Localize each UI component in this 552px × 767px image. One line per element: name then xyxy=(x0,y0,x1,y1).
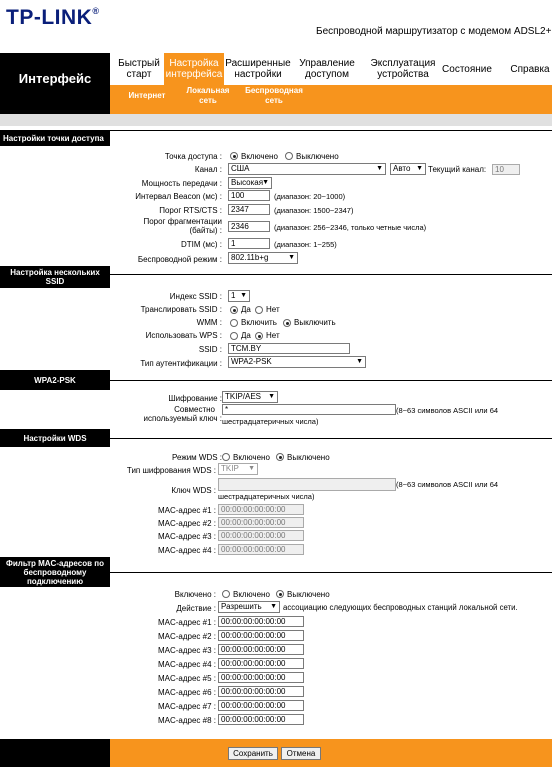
wds-off-label: Выключено xyxy=(287,453,330,462)
wds-mac4-label: MAC-адрес #4 : xyxy=(157,546,216,555)
ssid-input[interactable]: TCM.BY xyxy=(228,343,350,354)
wireless-mode-label: Беспроводной режим : xyxy=(137,255,222,264)
wmm-off-radio[interactable] xyxy=(283,319,291,327)
wireless-mode-select[interactable] xyxy=(228,252,298,264)
footer-left-cell xyxy=(0,739,110,767)
section-multi-ssid: Настройка нескольких SSID xyxy=(0,266,110,288)
beacon-label: Интервал Beacon (мс) : xyxy=(135,192,222,201)
chevron-down-icon: ▼ xyxy=(416,165,423,172)
mac3-input[interactable]: 00:00:00:00:00:00 xyxy=(218,644,304,655)
mac1-label: MAC-адрес #1 : xyxy=(157,618,216,627)
encryption-select[interactable] xyxy=(222,391,278,403)
section-divider xyxy=(110,380,552,381)
mac-filter-on-label: Включено xyxy=(233,590,270,599)
mac5-input[interactable]: 00:00:00:00:00:00 xyxy=(218,672,304,683)
psk-label-line1: Совместно xyxy=(174,405,215,414)
wds-mac3-input[interactable]: 00:00:00:00:00:00 xyxy=(218,530,304,541)
channel-mode-select[interactable] xyxy=(390,163,426,175)
broadcast-no-label: Нет xyxy=(266,305,280,314)
mac2-input[interactable]: 00:00:00:00:00:00 xyxy=(218,630,304,641)
wds-off-radio[interactable] xyxy=(276,453,284,461)
section-wpa2-psk: WPA2-PSK xyxy=(0,370,110,390)
broadcast-yes-radio[interactable] xyxy=(230,306,238,314)
psk-note-line2: шестрадцатеричных числа) xyxy=(222,417,319,426)
current-channel-field: 10 xyxy=(492,164,520,175)
ssid-index-value: 1 xyxy=(231,291,236,300)
dtim-note: (диапазон: 1~255) xyxy=(274,240,337,249)
rts-label: Порог RTS/CTS : xyxy=(159,206,222,215)
wds-key-note-line2: шестрадцатеричных числа) xyxy=(218,492,315,501)
current-channel-label: Текущий канал: xyxy=(428,165,487,174)
ap-off-radio[interactable] xyxy=(285,152,293,160)
channel-country-select[interactable] xyxy=(228,163,386,175)
nav-maintenance[interactable]: Эксплуатация устройства xyxy=(370,58,436,80)
mac-filter-off-label: Выключено xyxy=(287,590,330,599)
channel-country-value: США xyxy=(231,164,250,173)
chevron-down-icon: ▼ xyxy=(356,358,363,365)
wmm-off-label: Выключить xyxy=(294,318,336,327)
psk-label-line2: используемый ключ : xyxy=(143,414,222,423)
wmm-on-radio[interactable] xyxy=(230,319,238,327)
wds-enc-value: TKIP xyxy=(221,464,239,473)
logo-registered-mark: ® xyxy=(92,6,100,16)
page-title: Интерфейс xyxy=(0,53,110,114)
wmm-label: WMM : xyxy=(196,318,222,327)
wds-mac2-label: MAC-адрес #2 : xyxy=(157,519,216,528)
chevron-down-icon: ▼ xyxy=(376,165,383,172)
wds-on-radio[interactable] xyxy=(222,453,230,461)
tx-power-label: Мощность передачи : xyxy=(141,179,222,188)
cancel-button[interactable]: Отмена xyxy=(281,747,321,760)
ssid-index-select[interactable] xyxy=(228,290,250,302)
frag-label-line2: (байты) : xyxy=(189,226,222,235)
ssid-label: SSID : xyxy=(198,345,222,354)
auth-type-value: WPA2-PSK xyxy=(231,357,272,366)
auth-type-select[interactable] xyxy=(228,356,366,368)
section-mac-filter: Фильтр MAC-адресов по беспроводному подключению xyxy=(0,557,110,587)
frag-label-line1: Порог фрагментации xyxy=(143,217,222,226)
subnav-wireless[interactable]: Беспроводная сеть xyxy=(245,86,303,105)
mac-filter-enabled-label: Включено : xyxy=(174,590,216,599)
mac-action-label: Действие : xyxy=(176,604,216,613)
save-button[interactable]: Сохранить xyxy=(228,747,278,760)
model-title: Беспроводной маршрутизатор с модемом ADSL2+ xyxy=(316,26,552,37)
nav-quick-start[interactable]: Быстрый старт xyxy=(118,58,160,80)
encryption-value: TKIP/AES xyxy=(225,392,262,401)
section-divider xyxy=(110,130,552,131)
mac7-input[interactable]: 00:00:00:00:00:00 xyxy=(218,700,304,711)
wds-key-note-line1: (8~63 символов ASCII или 64 xyxy=(396,480,499,489)
wds-mac3-label: MAC-адрес #3 : xyxy=(157,532,216,541)
mac-filter-off-radio[interactable] xyxy=(276,590,284,598)
nav-status[interactable]: Состояние xyxy=(442,63,492,75)
broadcast-ssid-label: Транслировать SSID : xyxy=(140,305,222,314)
ap-label: Точка доступа : xyxy=(164,152,222,161)
mac-action-select[interactable] xyxy=(218,601,280,613)
tp-link-logo xyxy=(6,6,99,30)
mac8-input[interactable]: 00:00:00:00:00:00 xyxy=(218,714,304,725)
mac-action-note: ассоциацию следующих беспроводных станций локальной сети. xyxy=(283,603,518,612)
mac1-input[interactable]: 00:00:00:00:00:00 xyxy=(218,616,304,627)
tx-power-select[interactable] xyxy=(228,177,272,189)
section-divider xyxy=(110,572,552,573)
mac5-label: MAC-адрес #5 : xyxy=(157,674,216,683)
dtim-label: DTIM (мс) : xyxy=(180,240,222,249)
wds-mode-label: Режим WDS : xyxy=(172,453,222,462)
nav-help[interactable]: Справка xyxy=(510,63,550,75)
mac-filter-on-radio[interactable] xyxy=(222,590,230,598)
wds-enc-label: Тип шифрования WDS : xyxy=(126,466,216,475)
chevron-down-icon: ▼ xyxy=(262,179,269,186)
ssid-index-label: Индекс SSID : xyxy=(169,292,222,301)
mac-action-value: Разрешить xyxy=(221,602,262,611)
rts-input[interactable]: 2347 xyxy=(228,204,270,215)
wps-no-radio[interactable] xyxy=(255,332,263,340)
frag-note: (диапазон: 256~2346, только четные числа) xyxy=(274,223,427,232)
subnav-bar xyxy=(110,85,552,114)
mac4-input[interactable]: 00:00:00:00:00:00 xyxy=(218,658,304,669)
chevron-down-icon: ▼ xyxy=(248,465,255,472)
psk-note-line1: (8~63 символов ASCII или 64 xyxy=(396,406,499,415)
subnav-lan[interactable]: Локальная сеть xyxy=(186,86,230,105)
section-access-point: Настройки точки доступа xyxy=(0,130,110,146)
mac6-input[interactable]: 00:00:00:00:00:00 xyxy=(218,686,304,697)
mac2-label: MAC-адрес #2 : xyxy=(157,632,216,641)
wds-on-label: Включено xyxy=(233,453,270,462)
psk-input[interactable]: * xyxy=(222,404,396,415)
dtim-input[interactable]: 1 xyxy=(228,238,270,249)
beacon-input[interactable]: 100 xyxy=(228,190,270,201)
rts-note: (диапазон: 1500~2347) xyxy=(274,206,354,215)
mac3-label: MAC-адрес #3 : xyxy=(157,646,216,655)
section-wds: Настройки WDS xyxy=(0,429,110,447)
divider-bar xyxy=(0,114,552,126)
wireless-mode-value: 802.11b+g xyxy=(231,253,269,262)
wds-enc-select[interactable] xyxy=(218,463,258,475)
encryption-label: Шифрование : xyxy=(168,394,222,403)
ap-on-label: Включено xyxy=(241,152,278,161)
ap-off-label: Выключено xyxy=(296,152,339,161)
frag-input[interactable]: 2346 xyxy=(228,221,270,232)
wds-mac2-input[interactable]: 00:00:00:00:00:00 xyxy=(218,517,304,528)
tx-power-value: Высокая xyxy=(231,178,264,187)
beacon-note: (диапазон: 20~1000) xyxy=(274,192,346,201)
wds-mac1-label: MAC-адрес #1 : xyxy=(157,506,216,515)
subnav-internet[interactable]: Интернет xyxy=(128,91,166,100)
auth-type-label: Тип аутентификации : xyxy=(140,359,222,368)
chevron-down-icon: ▼ xyxy=(268,393,275,400)
wds-key-label: Ключ WDS : xyxy=(171,486,216,495)
broadcast-yes-label: Да xyxy=(241,305,251,314)
chevron-down-icon: ▼ xyxy=(270,603,277,610)
wps-no-label: Нет xyxy=(266,331,280,340)
nav-interface-setup[interactable]: Настройка интерфейса xyxy=(164,53,224,85)
wps-label: Использовать WPS : xyxy=(145,331,222,340)
section-divider xyxy=(110,274,552,275)
nav-advanced-setup[interactable]: Расширенные настройки xyxy=(225,58,291,80)
wps-yes-radio[interactable] xyxy=(230,332,238,340)
wps-yes-label: Да xyxy=(241,331,251,340)
wmm-on-label: Включить xyxy=(241,318,277,327)
logo-text: TP-LINK xyxy=(6,6,93,29)
chevron-down-icon: ▼ xyxy=(288,254,295,261)
wds-mac4-input[interactable]: 00:00:00:00:00:00 xyxy=(218,544,304,555)
mac7-label: MAC-адрес #7 : xyxy=(157,702,216,711)
broadcast-no-radio[interactable] xyxy=(255,306,263,314)
mac6-label: MAC-адрес #6 : xyxy=(157,688,216,697)
wds-key-input[interactable] xyxy=(218,478,396,491)
nav-access-management[interactable]: Управление доступом xyxy=(299,58,355,80)
mac8-label: MAC-адрес #8 : xyxy=(157,716,216,725)
mac4-label: MAC-адрес #4 : xyxy=(157,660,216,669)
chevron-down-icon: ▼ xyxy=(240,292,247,299)
channel-mode-value: Авто xyxy=(393,164,411,173)
section-divider xyxy=(110,438,552,439)
wds-mac1-input[interactable]: 00:00:00:00:00:00 xyxy=(218,504,304,515)
channel-label: Канал : xyxy=(194,165,222,174)
ap-on-radio[interactable] xyxy=(230,152,238,160)
